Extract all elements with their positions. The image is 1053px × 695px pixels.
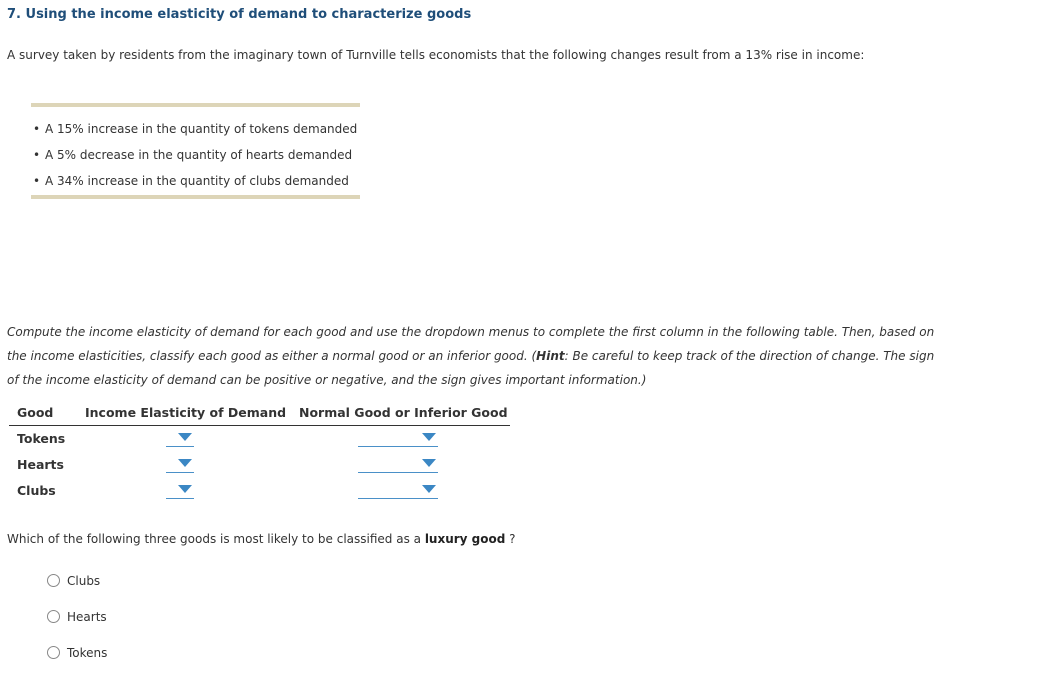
radio-circle-icon[interactable]: [47, 610, 60, 623]
radio-circle-icon[interactable]: [47, 646, 60, 659]
hearts-classification-dropdown[interactable]: [358, 458, 438, 473]
list-item: [33, 174, 349, 188]
list-item-text: A 5% decrease in the quantity of hearts demanded: [45, 148, 353, 162]
tokens-classification-dropdown[interactable]: [358, 432, 438, 447]
bullet-icon: •: [33, 122, 41, 136]
radio-option-clubs[interactable]: [47, 574, 100, 588]
survey-results-box: [31, 103, 360, 199]
table-row-clubs-label: Clubs: [17, 483, 56, 498]
bullet-icon: •: [33, 148, 41, 162]
bullet-icon: •: [33, 174, 41, 188]
luxury-prompt-before: Which of the following three goods is most likely to be classified as a: [7, 532, 425, 546]
question-intro: A survey taken by residents from the imaginary town of Turnville tells economists that the following changes result from a 13% rise in income:: [7, 48, 865, 62]
instructions-part2: : Be careful to keep track of the direction of change. The sign of the income elasticity of demand can be positive or negative, and the sign gives important information.): [7, 349, 935, 387]
column-header-classification: Normal Good or Inferior Good: [299, 405, 508, 420]
chevron-down-icon[interactable]: [178, 485, 192, 493]
tokens-elasticity-dropdown[interactable]: [166, 432, 194, 447]
column-header-good: Good: [17, 405, 54, 420]
list-item: [33, 122, 357, 136]
list-item-text: A 15% increase in the quantity of tokens demanded: [45, 122, 358, 136]
table-instructions: [7, 320, 937, 392]
list-item-text: A 34% increase in the quantity of clubs demanded: [45, 174, 349, 188]
radio-option-label: Tokens: [67, 646, 108, 660]
hearts-elasticity-dropdown[interactable]: [166, 458, 194, 473]
chevron-down-icon[interactable]: [178, 459, 192, 467]
table-header-divider: [9, 425, 510, 426]
clubs-elasticity-dropdown[interactable]: [166, 484, 194, 499]
chevron-down-icon[interactable]: [178, 433, 192, 441]
instructions-part1: Compute the income elasticity of demand for each good and use the dropdown menus to complete the first column in the following table. Then, based on the income elasticities, classify each good as either a normal good or an inferior good. (: [7, 325, 935, 363]
radio-circle-icon[interactable]: [47, 574, 60, 587]
question-title: 7. Using the income elasticity of demand to characterize goods: [7, 7, 472, 22]
luxury-prompt-after: ?: [505, 532, 516, 546]
chevron-down-icon[interactable]: [422, 485, 436, 493]
radio-option-label: Hearts: [67, 610, 107, 624]
chevron-down-icon[interactable]: [422, 459, 436, 467]
luxury-prompt-bold: luxury good: [424, 532, 506, 546]
table-row-tokens-label: Tokens: [17, 431, 66, 446]
list-item: [33, 148, 352, 162]
hint-label: Hint: [536, 349, 565, 363]
luxury-question: [7, 532, 516, 546]
table-row-hearts-label: Hearts: [17, 457, 64, 472]
radio-option-label: Clubs: [67, 574, 101, 588]
clubs-classification-dropdown[interactable]: [358, 484, 438, 499]
radio-option-hearts[interactable]: [47, 610, 107, 624]
radio-option-tokens[interactable]: [47, 646, 107, 660]
column-header-elasticity: Income Elasticity of Demand: [85, 405, 287, 420]
chevron-down-icon[interactable]: [422, 433, 436, 441]
